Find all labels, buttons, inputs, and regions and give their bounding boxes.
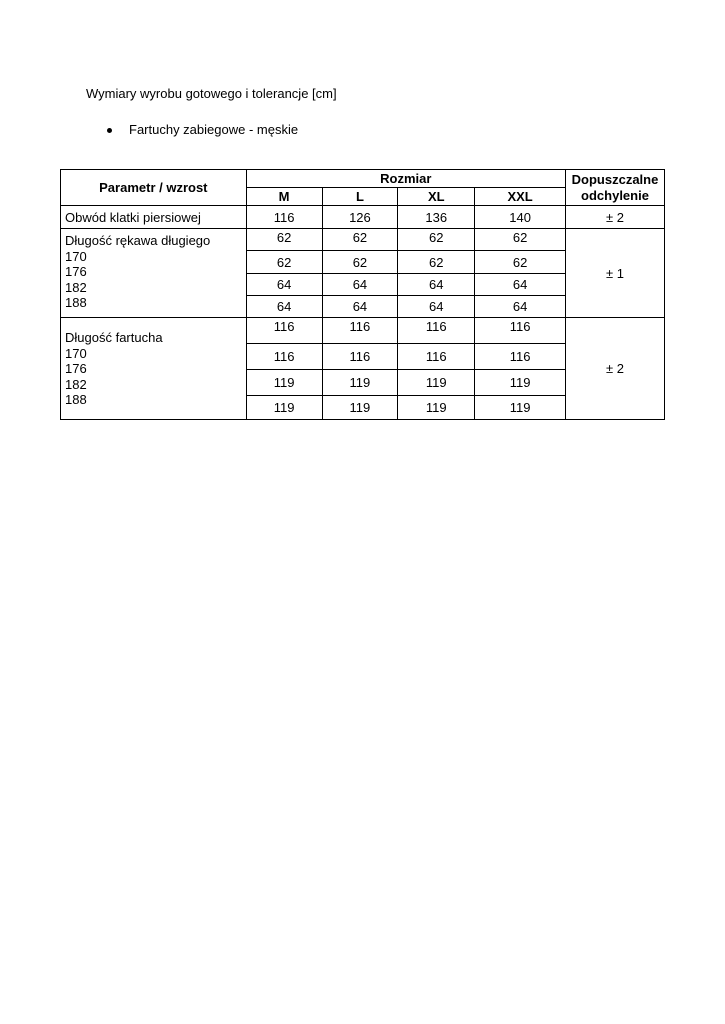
sleeve-cell: 62 (398, 229, 475, 251)
sleeve-cell: 64 (246, 296, 322, 318)
apron-cell: 119 (398, 396, 475, 420)
apron-label-cell (61, 318, 247, 420)
apron-height: 182 (65, 376, 87, 392)
document-heading: Wymiary wyrobu gotowego i tolerancje [cm] (86, 86, 337, 101)
dimensions-table (60, 169, 665, 420)
apron-cell: 116 (322, 318, 398, 344)
sleeve-label-cell (61, 229, 247, 318)
sleeve-height: 176 (65, 264, 87, 279)
apron-cell: 119 (475, 370, 566, 396)
apron-cell: 116 (475, 344, 566, 370)
sleeve-cell: 64 (475, 274, 566, 296)
sleeve-cell: 64 (322, 296, 398, 318)
apron-tolerance: ± 2 (566, 318, 665, 420)
bullet-item (107, 122, 298, 137)
chest-value-xl: 136 (398, 206, 475, 229)
chest-value-m: 116 (246, 206, 322, 229)
chest-label: Obwód klatki piersiowej (61, 206, 247, 229)
sleeve-label: Długość rękawa długiego (65, 233, 211, 248)
size-l: L (322, 188, 398, 206)
apron-height: 188 (65, 392, 87, 407)
apron-height: 170 (65, 345, 87, 361)
apron-cell: 116 (246, 318, 322, 344)
table-row (61, 229, 665, 251)
apron-cell: 119 (322, 396, 398, 420)
chest-value-l: 126 (322, 206, 398, 229)
sleeve-cell: 64 (475, 296, 566, 318)
chest-row (61, 206, 665, 229)
sleeve-cell: 64 (322, 274, 398, 296)
apron-cell: 119 (475, 396, 566, 420)
size-header: Rozmiar (246, 170, 565, 188)
sleeve-tolerance: ± 1 (566, 229, 665, 318)
apron-height: 176 (65, 361, 87, 376)
tolerance-header-line1: Dopuszczalne (571, 171, 659, 187)
apron-cell: 116 (322, 344, 398, 370)
sleeve-cell: 62 (398, 251, 475, 274)
sleeve-height: 170 (65, 248, 87, 264)
chest-value-xxl: 140 (475, 206, 566, 229)
apron-cell: 119 (398, 370, 475, 396)
size-xl: XL (398, 188, 475, 206)
table-row (61, 318, 665, 344)
tolerance-header (566, 170, 665, 206)
bullet-dot-icon (107, 128, 112, 133)
chest-tolerance: ± 2 (566, 206, 665, 229)
sleeve-cell: 64 (246, 274, 322, 296)
bullet-text: Fartuchy zabiegowe - męskie (129, 122, 299, 137)
sleeve-cell: 64 (398, 274, 475, 296)
sleeve-cell: 62 (475, 229, 566, 251)
sleeve-height: 188 (65, 295, 87, 310)
sleeve-cell: 62 (246, 251, 322, 274)
sleeve-cell: 62 (475, 251, 566, 274)
size-m: M (246, 188, 322, 206)
tolerance-header-line2: odchylenie (581, 187, 649, 203)
sleeve-cell: 62 (322, 229, 398, 251)
apron-cell: 116 (475, 318, 566, 344)
apron-cell: 116 (398, 318, 475, 344)
sleeve-height: 182 (65, 279, 87, 295)
apron-cell: 116 (246, 344, 322, 370)
apron-cell: 119 (246, 396, 322, 420)
apron-cell: 116 (398, 344, 475, 370)
sleeve-cell: 62 (322, 251, 398, 274)
param-header: Parametr / wzrost (61, 170, 247, 206)
sleeve-cell: 62 (246, 229, 322, 251)
apron-cell: 119 (246, 370, 322, 396)
sleeve-cell: 64 (398, 296, 475, 318)
apron-label: Długość fartucha (65, 330, 163, 345)
size-xxl: XXL (475, 188, 566, 206)
apron-cell: 119 (322, 370, 398, 396)
table-header-row (61, 170, 665, 188)
